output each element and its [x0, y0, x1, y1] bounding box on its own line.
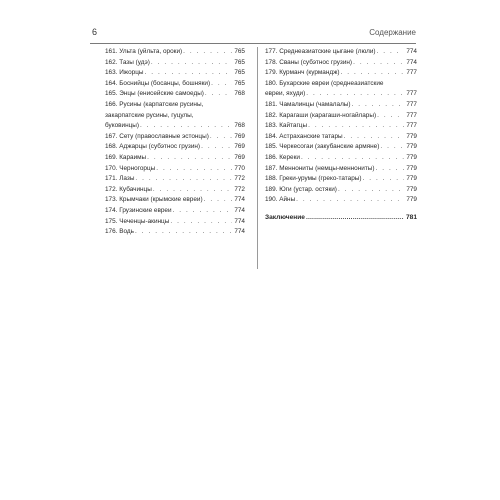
toc-entry-title: 179. Курманч (курмандж) [265, 68, 340, 79]
leader-dots [353, 58, 404, 69]
toc-entry-title: 186. Кереки [265, 153, 301, 164]
toc-entry-title: 165. Энцы (енисейские самоеды) [105, 89, 205, 100]
toc-entry-title: 178. Сваны (субэтнос грузин) [265, 58, 353, 69]
toc-entry[interactable] [265, 153, 417, 164]
toc-entry-page: 769 [232, 153, 245, 164]
toc-entry[interactable] [265, 58, 417, 69]
leader-dots [306, 89, 404, 100]
leader-dots [135, 227, 232, 238]
toc-entry-title: евреи, яхуди) [265, 89, 306, 100]
leader-dots [201, 142, 232, 153]
toc-entry-title: 184. Астраханские татары [265, 132, 344, 143]
toc-entry-title: 162. Тазы (удэ) [105, 58, 151, 69]
toc-entry-title: 172. Кубачинцы [105, 185, 153, 196]
toc-entry-title: 190. Айны [265, 195, 296, 206]
toc-entry[interactable] [265, 164, 417, 175]
leader-dots [210, 132, 233, 143]
toc-entry-title: буковинцы) [105, 121, 140, 132]
leader-dots [147, 153, 232, 164]
toc-right-column [265, 47, 417, 224]
toc-entry[interactable] [105, 89, 245, 100]
leader-dots [344, 132, 405, 143]
leader-dots [375, 164, 404, 175]
toc-entry[interactable] [265, 47, 417, 58]
toc-entry-title: 175. Чеченцы-акинцы [105, 217, 170, 228]
toc-entry[interactable] [265, 195, 417, 206]
page-header [90, 27, 416, 44]
toc-entry-title: 163. Ижорцы [105, 68, 144, 79]
section-title: Содержание [369, 28, 416, 37]
leader-dots [380, 142, 404, 153]
toc-entry-page: 779 [404, 174, 417, 185]
toc-entry-page: 769 [232, 132, 245, 143]
toc-entry-title: 161. Ульта (уйльта, ороки) [105, 47, 183, 58]
toc-entry-title: 181. Чамалинцы (чамалалы) [265, 100, 352, 111]
leader-dots [362, 174, 404, 185]
toc-entry[interactable] [265, 121, 417, 132]
toc-entry-conclusion[interactable] [265, 213, 417, 224]
toc-entry-page: 777 [404, 111, 417, 122]
toc-entry-page: 777 [404, 100, 417, 111]
leader-dots [151, 58, 232, 69]
toc-entry-title: 170. Черногорцы [105, 164, 156, 175]
toc-entry[interactable] [265, 142, 417, 153]
toc-entry-page: 772 [232, 174, 245, 185]
toc-entry-title: 167. Сету (православные эстонцы) [105, 132, 210, 143]
toc-entry-title: 187. Меннониты (немцы-меннониты) [265, 164, 375, 175]
toc-entry[interactable] [105, 174, 245, 185]
leader-dots [301, 153, 404, 164]
leader-dots [377, 47, 405, 58]
leader-dots [352, 100, 405, 111]
leader-dots [170, 217, 232, 228]
leader-dots [211, 79, 232, 90]
leader-dots [205, 89, 232, 100]
toc-entry[interactable] [265, 79, 417, 100]
toc-entry[interactable] [105, 217, 245, 228]
toc-entry-page: 768 [232, 89, 245, 100]
toc-entry-title: Заключение [265, 213, 306, 224]
leader-dots [204, 195, 233, 206]
toc-entry-page: 774 [232, 217, 245, 228]
toc-entry-title-line: закарпатские русины, гуцулы, [105, 111, 194, 119]
leader-dots [153, 185, 233, 196]
toc-entry[interactable] [105, 153, 245, 164]
toc-entry[interactable] [105, 100, 245, 132]
toc-entry[interactable] [105, 58, 245, 69]
toc-entry-title: 169. Караимы [105, 153, 147, 164]
toc-entry-page: 772 [232, 185, 245, 196]
leader-dots [144, 68, 232, 79]
toc-entry[interactable] [105, 132, 245, 143]
leader-dots [377, 111, 404, 122]
leader-dots [338, 185, 404, 196]
toc-entry[interactable] [265, 185, 417, 196]
toc-entry-page: 765 [232, 68, 245, 79]
toc-left-column [105, 47, 245, 238]
toc-entry-page: 768 [232, 121, 245, 132]
toc-entry-page: 777 [404, 121, 417, 132]
leader-dots [308, 121, 404, 132]
leader-dots [173, 206, 233, 217]
toc-entry-page: 777 [404, 68, 417, 79]
toc-entry[interactable] [105, 185, 245, 196]
leader-dots [296, 195, 404, 206]
toc-entry-title: 185. Черкесогаи (закубанские армяне) [265, 142, 380, 153]
toc-entry-title: 177. Среднеазиатские цыгане (люли) [265, 47, 377, 58]
toc-entry-title: 183. Кайтагцы [265, 121, 308, 132]
toc-entry-page: 779 [404, 164, 417, 175]
toc-entry[interactable] [105, 47, 245, 58]
toc-entry-page: 779 [404, 195, 417, 206]
toc-entry-title: 171. Лазы [105, 174, 135, 185]
leader-dots [156, 164, 232, 175]
leader-dots [183, 47, 232, 58]
leader-dots [306, 213, 404, 224]
toc-entry-page: 777 [404, 89, 417, 100]
toc-entry-page: 774 [404, 58, 417, 69]
toc-entry-title: 188. Греки-урумы (греко-татары) [265, 174, 362, 185]
toc-entry-page: 765 [232, 47, 245, 58]
toc-entry[interactable] [105, 68, 245, 79]
toc-entry-page: 774 [232, 206, 245, 217]
toc-entry[interactable] [265, 132, 417, 143]
toc-entry-page: 781 [404, 213, 417, 224]
toc-entry-page: 774 [232, 227, 245, 238]
toc-entry-page: 774 [404, 47, 417, 58]
toc-entry-page: 774 [232, 195, 245, 206]
toc-entry[interactable] [105, 164, 245, 175]
toc-entry-page: 779 [404, 185, 417, 196]
page-number: 6 [92, 27, 98, 37]
toc-entry[interactable] [105, 142, 245, 153]
toc-entry-title: 182. Карагаши (карагаши-ногайлары) [265, 111, 377, 122]
toc-entry-title: 164. Боснийцы (босанцы, бошняки) [105, 79, 211, 90]
column-divider [257, 47, 258, 269]
toc-entry-title: 173. Крымчаки (крымские евреи) [105, 195, 204, 206]
toc-entry[interactable] [265, 68, 417, 79]
leader-dots [140, 121, 232, 132]
toc-entry-title-line: 180. Бухарские евреи (среднеазиатские [265, 79, 384, 87]
toc-entry-title: 176. Водь [105, 227, 135, 238]
toc-entry-page: 779 [404, 153, 417, 164]
toc-entry-title: 189. Юги (устар. остяки) [265, 185, 338, 196]
toc-entry[interactable] [265, 174, 417, 185]
toc-entry-page: 779 [404, 132, 417, 143]
toc-entry-page: 770 [232, 164, 245, 175]
toc-entry[interactable] [105, 227, 245, 238]
toc-entry-title: 168. Аджарцы (субэтнос грузин) [105, 142, 201, 153]
toc-entry-page: 765 [232, 58, 245, 69]
toc-entry[interactable] [105, 195, 245, 206]
toc-entry[interactable] [105, 79, 245, 90]
toc-entry[interactable] [105, 206, 245, 217]
toc-entry-title: 174. Грузинские евреи [105, 206, 173, 217]
toc-entry[interactable] [265, 100, 417, 111]
toc-entry-page: 779 [404, 142, 417, 153]
toc-entry-title-line: 166. Русины (карпатские русины, [105, 100, 204, 108]
leader-dots [340, 68, 404, 79]
toc-entry-page: 765 [232, 79, 245, 90]
toc-entry[interactable] [265, 111, 417, 122]
toc-entry-page: 769 [232, 142, 245, 153]
leader-dots [135, 174, 232, 185]
